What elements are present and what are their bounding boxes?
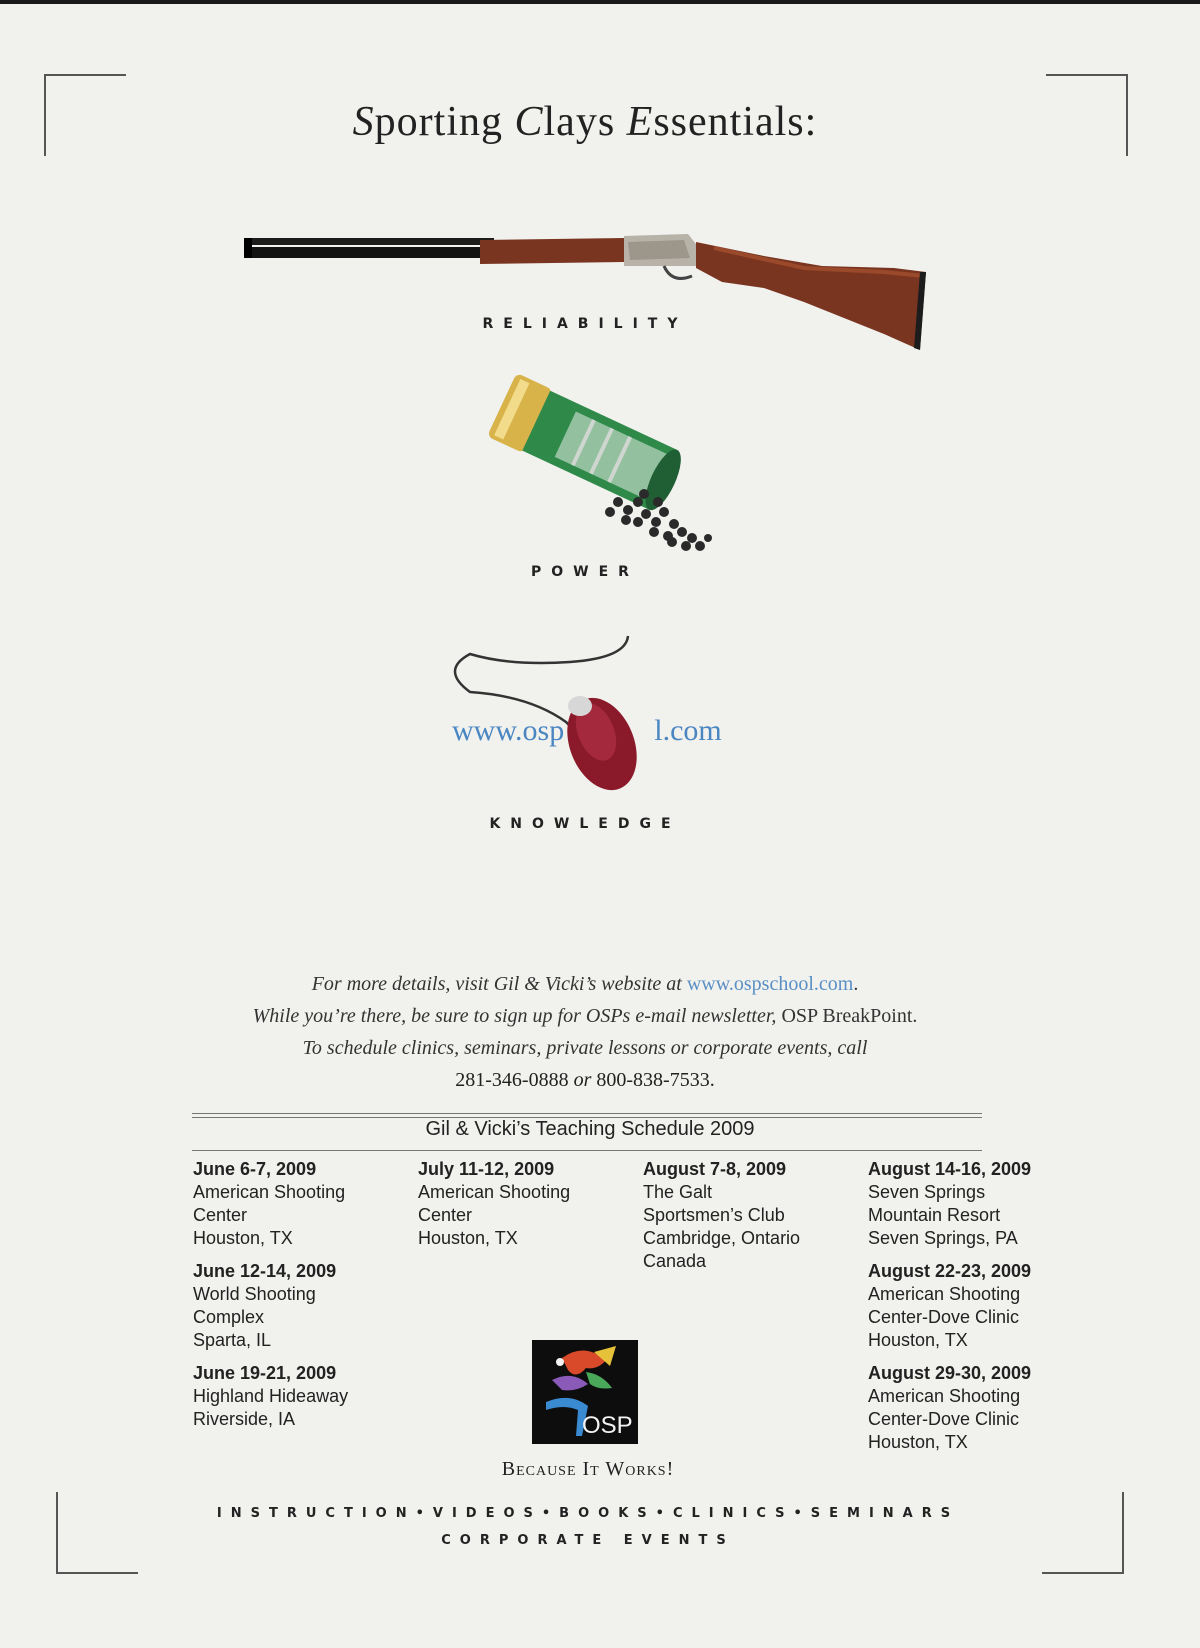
event-venue-2: Center-Dove Clinic xyxy=(868,1307,1020,1327)
schedule-event xyxy=(418,1158,628,1250)
tagline: Because It Works! xyxy=(501,1458,675,1480)
event-venue: American Shooting xyxy=(868,1386,1021,1406)
schedule-event xyxy=(643,1158,853,1273)
shotgun-image xyxy=(244,232,930,352)
title-word-3: ssentials: xyxy=(653,99,818,145)
phone-1: 281-346-0888 xyxy=(455,1069,569,1091)
services-line-2: CORPORATE EVENTS xyxy=(441,1533,735,1548)
details-line-2 xyxy=(0,1000,1170,1032)
details-period: . xyxy=(853,973,859,995)
details-line-1 xyxy=(0,968,1170,1000)
event-venue-2: Center xyxy=(193,1205,248,1225)
caption-knowledge: KNOWLEDGE xyxy=(489,816,681,832)
event-venue-2: Center xyxy=(418,1205,473,1225)
schedule-event xyxy=(193,1158,413,1250)
details-text-1: For more details, visit Gil & Vicki’s website at xyxy=(311,973,682,995)
event-location: Houston, TX xyxy=(193,1228,293,1248)
event-venue-2: Sportsmen’s Club xyxy=(643,1205,785,1225)
event-location: Sparta, IL xyxy=(193,1330,272,1350)
event-location: Riverside, IA xyxy=(193,1409,296,1429)
event-venue-2: Mountain Resort xyxy=(868,1205,1001,1225)
schedule-event xyxy=(193,1260,413,1352)
schedule-column-4 xyxy=(868,1158,1078,1464)
event-date: June 19-21, 2009 xyxy=(193,1363,337,1383)
website-url-overlay xyxy=(452,714,722,748)
schedule-column-1 xyxy=(193,1158,413,1441)
event-location: Houston, TX xyxy=(418,1228,518,1248)
phone-2: 800-838-7533. xyxy=(596,1069,715,1091)
event-venue: Seven Springs xyxy=(868,1182,986,1202)
caption-power: POWER xyxy=(531,564,639,580)
event-date: July 11-12, 2009 xyxy=(418,1159,555,1179)
schedule-event xyxy=(868,1158,1078,1250)
event-venue: World Shooting xyxy=(193,1284,316,1304)
event-venue-2: Center-Dove Clinic xyxy=(868,1409,1020,1429)
contact-details xyxy=(0,968,1170,1096)
event-venue-2: Complex xyxy=(193,1307,265,1327)
title-word-2: lays xyxy=(543,99,627,145)
event-venue: Highland Hideaway xyxy=(193,1386,349,1406)
event-location: Cambridge, Ontario xyxy=(643,1228,801,1248)
event-venue: The Galt xyxy=(643,1182,713,1202)
event-venue: American Shooting xyxy=(418,1182,571,1202)
event-location: Houston, TX xyxy=(868,1330,968,1350)
phone-numbers xyxy=(0,1064,1170,1096)
schedule-rule-top xyxy=(192,1113,982,1114)
schedule-event xyxy=(193,1362,413,1431)
event-date: August 22-23, 2009 xyxy=(868,1261,1032,1281)
schedule-column-3 xyxy=(643,1158,853,1283)
url-left: www.osp xyxy=(452,714,565,747)
newsletter-name: OSP BreakPoint. xyxy=(781,1005,918,1027)
schedule-column-2 xyxy=(418,1158,628,1260)
osp-logo-text: OSP xyxy=(582,1412,633,1439)
details-text-2: While you’re there, be sure to sign up for OSPs e-mail newsletter, xyxy=(252,1005,777,1027)
event-date: June 6-7, 2009 xyxy=(193,1159,317,1179)
title-initial-s: S xyxy=(352,99,375,145)
schedule-rule-bottom xyxy=(192,1150,982,1151)
page-title xyxy=(0,98,1170,146)
caption-reliability: RELIABILITY xyxy=(482,316,688,332)
event-date: August 29-30, 2009 xyxy=(868,1363,1032,1383)
event-date: June 12-14, 2009 xyxy=(193,1261,337,1281)
event-date: August 7-8, 2009 xyxy=(643,1159,787,1179)
event-venue: American Shooting xyxy=(193,1182,346,1202)
title-initial-e: E xyxy=(626,99,654,145)
osp-logo xyxy=(532,1340,638,1444)
url-right: l.com xyxy=(654,714,722,747)
top-border xyxy=(0,0,1200,4)
event-date: August 14-16, 2009 xyxy=(868,1159,1032,1179)
schedule-event xyxy=(868,1260,1078,1352)
phone-or: or xyxy=(573,1069,592,1091)
schedule-title: Gil & Vicki’s Teaching Schedule 2009 xyxy=(425,1118,755,1140)
services-line: INSTRUCTION•VIDEOS•BOOKS•CLINICS•SEMINARS xyxy=(216,1506,960,1521)
event-country: Canada xyxy=(643,1251,707,1271)
details-text-3: To schedule clinics, seminars, private lessons or corporate events, call xyxy=(302,1037,868,1059)
event-location: Seven Springs, PA xyxy=(868,1228,1018,1248)
event-location: Houston, TX xyxy=(868,1432,968,1452)
website-link[interactable]: www.ospschool.com xyxy=(686,973,854,995)
details-line-3 xyxy=(0,1032,1170,1064)
schedule-event xyxy=(868,1362,1078,1454)
title-initial-c: C xyxy=(514,99,544,145)
shotshell-image xyxy=(468,372,728,562)
title-word-1: porting xyxy=(374,99,515,145)
event-venue: American Shooting xyxy=(868,1284,1021,1304)
